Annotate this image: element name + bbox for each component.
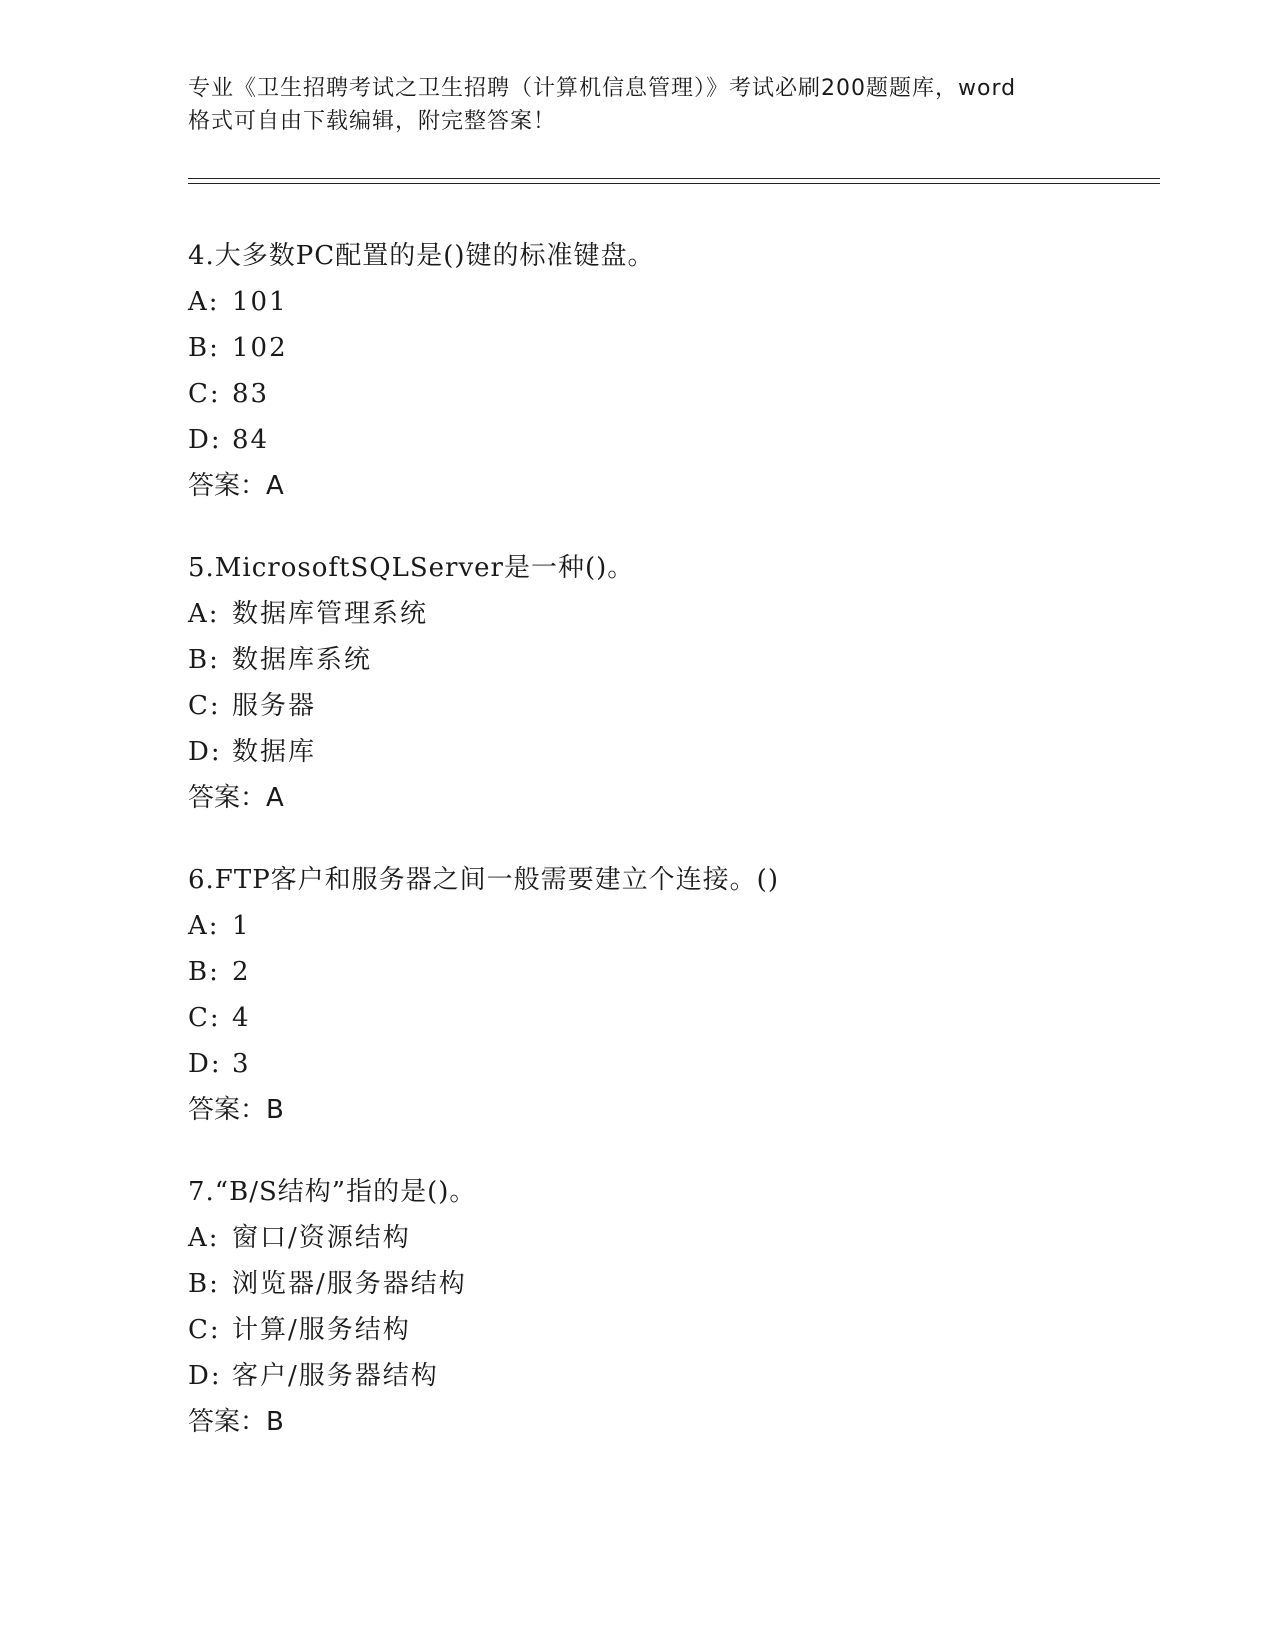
option-a bbox=[188, 1215, 1188, 1261]
option-text: 计算/服务结构 bbox=[232, 1315, 411, 1345]
option-c bbox=[188, 683, 1188, 729]
answer-label: 答案： bbox=[188, 471, 267, 501]
answer-label: 答案： bbox=[188, 783, 267, 813]
option-text: 数据库管理系统 bbox=[232, 599, 429, 629]
option-d bbox=[188, 417, 1188, 463]
answer-line bbox=[188, 775, 1188, 821]
question-5 bbox=[188, 545, 1188, 821]
option-c bbox=[188, 995, 1188, 1041]
option-letter: A: bbox=[188, 1223, 220, 1253]
option-a bbox=[188, 903, 1188, 949]
option-text: 1 bbox=[232, 911, 251, 941]
question-4 bbox=[188, 233, 1188, 509]
option-letter: C: bbox=[188, 379, 221, 409]
answer-value: A bbox=[266, 471, 284, 501]
option-d bbox=[188, 1041, 1188, 1087]
option-letter: B: bbox=[188, 645, 220, 675]
option-b bbox=[188, 1261, 1188, 1307]
option-d bbox=[188, 1353, 1188, 1399]
option-a bbox=[188, 279, 1188, 325]
question-text: 6.FTP客户和服务器之间一般需要建立个连接。() bbox=[188, 865, 779, 895]
header-line-2: 格式可自由下载编辑，附完整答案！ bbox=[188, 109, 557, 134]
option-text: 84 bbox=[232, 425, 270, 455]
option-b bbox=[188, 325, 1188, 371]
option-d bbox=[188, 729, 1188, 775]
option-letter: B: bbox=[188, 333, 220, 363]
option-text: 3 bbox=[232, 1049, 251, 1079]
header-line-1: 专业《卫生招聘考试之卫生招聘（计算机信息管理）》考试必刷200题题库，word bbox=[188, 76, 1017, 101]
option-text: 83 bbox=[232, 379, 270, 409]
question-text: 7.“B/S结构”指的是()。 bbox=[188, 1177, 477, 1207]
question-7 bbox=[188, 1169, 1188, 1445]
option-letter: C: bbox=[188, 1003, 221, 1033]
question-text: 4.大多数PC配置的是()键的标准键盘。 bbox=[188, 241, 655, 271]
option-text: 服务器 bbox=[232, 691, 317, 721]
answer-value: B bbox=[266, 1407, 284, 1437]
question-list bbox=[188, 233, 1188, 1481]
option-text: 101 bbox=[232, 287, 288, 317]
option-text: 4 bbox=[232, 1003, 251, 1033]
option-b bbox=[188, 949, 1188, 995]
option-letter: A: bbox=[188, 599, 220, 629]
option-text: 数据库系统 bbox=[232, 645, 373, 675]
option-letter: B: bbox=[188, 1269, 220, 1299]
option-text: 2 bbox=[232, 957, 251, 987]
option-text: 浏览器/服务器结构 bbox=[232, 1269, 467, 1299]
answer-value: B bbox=[266, 1095, 284, 1125]
answer-label: 答案： bbox=[188, 1407, 267, 1437]
question-6 bbox=[188, 857, 1188, 1133]
option-letter: A: bbox=[188, 287, 220, 317]
option-letter: D: bbox=[188, 1361, 222, 1391]
answer-line bbox=[188, 1087, 1188, 1133]
option-text: 窗口/资源结构 bbox=[232, 1223, 411, 1253]
option-text: 数据库 bbox=[232, 737, 317, 767]
answer-value: A bbox=[266, 783, 284, 813]
question-text: 5.MicrosoftSQLServer是一种()。 bbox=[188, 553, 635, 583]
option-b bbox=[188, 637, 1188, 683]
option-letter: C: bbox=[188, 691, 221, 721]
option-c bbox=[188, 371, 1188, 417]
answer-line bbox=[188, 463, 1188, 509]
answer-label: 答案： bbox=[188, 1095, 267, 1125]
option-a bbox=[188, 591, 1188, 637]
option-c bbox=[188, 1307, 1188, 1353]
option-letter: B: bbox=[188, 957, 220, 987]
option-letter: A: bbox=[188, 911, 220, 941]
header-divider-bottom bbox=[188, 183, 1160, 184]
option-letter: D: bbox=[188, 425, 222, 455]
header-divider-top bbox=[188, 178, 1160, 179]
option-text: 客户/服务器结构 bbox=[232, 1361, 439, 1391]
answer-line bbox=[188, 1399, 1188, 1445]
option-letter: C: bbox=[188, 1315, 221, 1345]
option-letter: D: bbox=[188, 737, 222, 767]
document-header bbox=[188, 72, 1088, 138]
option-text: 102 bbox=[232, 333, 288, 363]
option-letter: D: bbox=[188, 1049, 222, 1079]
